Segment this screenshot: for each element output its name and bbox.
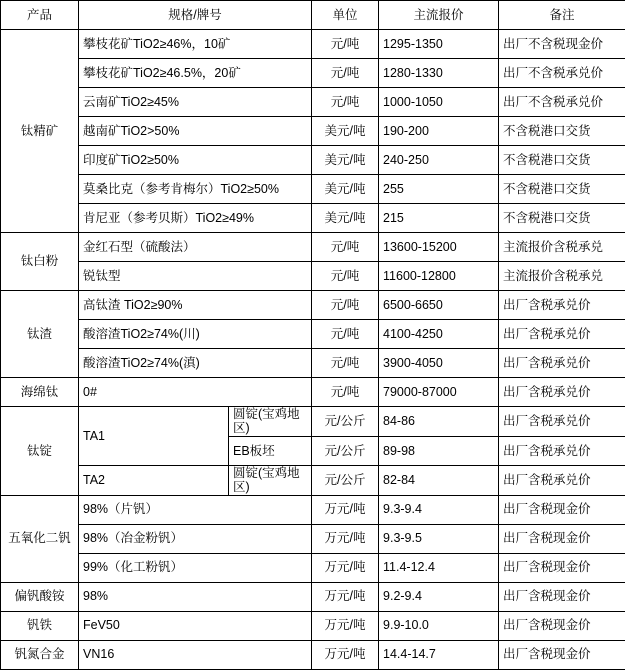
spec-cell: 金红石型（硫酸法） xyxy=(79,233,312,262)
spec-cell: 酸溶渣TiO2≥74%(滇) xyxy=(79,349,312,378)
unit-cell: 万元/吨 xyxy=(312,524,379,553)
unit-cell: 万元/吨 xyxy=(312,611,379,640)
spec-cell: 98%（片钒） xyxy=(79,495,312,524)
price-cell: 9.3-9.5 xyxy=(379,524,499,553)
spec-cell: 0# xyxy=(79,378,312,407)
price-cell: 11.4-12.4 xyxy=(379,553,499,582)
note-cell: 出厂含税承兑价 xyxy=(499,291,625,320)
note-cell: 出厂含税现金价 xyxy=(499,524,625,553)
unit-cell: 元/吨 xyxy=(312,262,379,291)
note-cell: 出厂含税承兑价 xyxy=(499,378,625,407)
note-cell: 出厂含税承兑价 xyxy=(499,407,625,437)
product-category-cell: 钒氮合金 xyxy=(1,640,79,669)
unit-cell: 元/公斤 xyxy=(312,436,379,465)
table-row xyxy=(1,262,625,291)
unit-cell: 元/吨 xyxy=(312,59,379,88)
product-category-cell: 五氧化二钒 xyxy=(1,495,79,582)
table-row xyxy=(1,524,625,553)
table-row xyxy=(1,175,625,204)
table-row xyxy=(1,291,625,320)
spec-cell: 锐钛型 xyxy=(79,262,312,291)
unit-cell: 美元/吨 xyxy=(312,175,379,204)
note-cell: 出厂不含税现金价 xyxy=(499,30,625,59)
price-cell: 13600-15200 xyxy=(379,233,499,262)
unit-cell: 元/公斤 xyxy=(312,465,379,495)
note-cell: 不含税港口交货 xyxy=(499,204,625,233)
table-row xyxy=(1,146,625,175)
column-header-spec: 规格/牌号 xyxy=(79,1,312,30)
product-category-cell: 钛锭 xyxy=(1,407,79,496)
unit-cell: 美元/吨 xyxy=(312,146,379,175)
price-cell: 1295-1350 xyxy=(379,30,499,59)
price-cell: 9.2-9.4 xyxy=(379,582,499,611)
table-row xyxy=(1,582,625,611)
note-cell: 出厂含税现金价 xyxy=(499,582,625,611)
unit-cell: 元/吨 xyxy=(312,233,379,262)
table-row xyxy=(1,117,625,146)
product-category-cell: 海绵钛 xyxy=(1,378,79,407)
product-category-cell: 偏钒酸铵 xyxy=(1,582,79,611)
note-cell: 不含税港口交货 xyxy=(499,175,625,204)
table-row xyxy=(1,465,625,495)
unit-cell: 万元/吨 xyxy=(312,553,379,582)
note-cell: 出厂含税承兑价 xyxy=(499,436,625,465)
unit-cell: 元/吨 xyxy=(312,30,379,59)
price-cell: 9.3-9.4 xyxy=(379,495,499,524)
table-row xyxy=(1,59,625,88)
price-cell: 82-84 xyxy=(379,465,499,495)
spec-cell: 圆锭(宝鸡地区) xyxy=(229,465,312,495)
table-row xyxy=(1,378,625,407)
product-category-cell: 钛精矿 xyxy=(1,30,79,233)
spec-cell: 肯尼亚（参考贝斯）TiO2≥49% xyxy=(79,204,312,233)
price-cell: 11600-12800 xyxy=(379,262,499,291)
table-row xyxy=(1,30,625,59)
table-body xyxy=(1,30,625,670)
column-header-product: 产品 xyxy=(1,1,79,30)
price-cell: 3900-4050 xyxy=(379,349,499,378)
spec-cell: 98%（冶金粉钒） xyxy=(79,524,312,553)
spec-cell: VN16 xyxy=(79,640,312,669)
grade-cell: TA1 xyxy=(79,407,229,466)
spec-cell: 酸溶渣TiO2≥74%(川) xyxy=(79,320,312,349)
table-row xyxy=(1,495,625,524)
spec-cell: 越南矿TiO2>50% xyxy=(79,117,312,146)
note-cell: 出厂含税现金价 xyxy=(499,495,625,524)
note-cell: 出厂含税承兑价 xyxy=(499,465,625,495)
spec-cell: 攀枝花矿TiO2≥46.5%，20矿 xyxy=(79,59,312,88)
table-row xyxy=(1,407,625,437)
note-cell: 出厂含税现金价 xyxy=(499,553,625,582)
table-header-row xyxy=(1,1,625,30)
price-cell: 89-98 xyxy=(379,436,499,465)
table-row xyxy=(1,204,625,233)
spec-cell: 莫桑比克（参考肯梅尔）TiO2≥50% xyxy=(79,175,312,204)
grade-cell: TA2 xyxy=(79,465,229,495)
unit-cell: 美元/吨 xyxy=(312,204,379,233)
note-cell: 出厂含税承兑价 xyxy=(499,320,625,349)
product-category-cell: 钛白粉 xyxy=(1,233,79,291)
spec-cell: 圆锭(宝鸡地区) xyxy=(229,407,312,437)
table-row xyxy=(1,611,625,640)
spec-cell: 99%（化工粉钒） xyxy=(79,553,312,582)
note-cell: 出厂含税承兑价 xyxy=(499,349,625,378)
note-cell: 出厂含税现金价 xyxy=(499,611,625,640)
unit-cell: 元/吨 xyxy=(312,349,379,378)
unit-cell: 万元/吨 xyxy=(312,582,379,611)
unit-cell: 元/公斤 xyxy=(312,407,379,437)
price-cell: 190-200 xyxy=(379,117,499,146)
price-cell: 84-86 xyxy=(379,407,499,437)
product-category-cell: 钛渣 xyxy=(1,291,79,378)
price-cell: 14.4-14.7 xyxy=(379,640,499,669)
price-cell: 4100-4250 xyxy=(379,320,499,349)
note-cell: 出厂不含税承兑价 xyxy=(499,59,625,88)
price-cell: 1000-1050 xyxy=(379,88,499,117)
table-row xyxy=(1,233,625,262)
note-cell: 不含税港口交货 xyxy=(499,146,625,175)
table-header xyxy=(1,1,625,30)
spec-cell: 高钛渣 TiO2≥90% xyxy=(79,291,312,320)
spec-cell: 云南矿TiO2≥45% xyxy=(79,88,312,117)
column-header-price: 主流报价 xyxy=(379,1,499,30)
note-cell: 出厂不含税承兑价 xyxy=(499,88,625,117)
price-cell: 255 xyxy=(379,175,499,204)
price-cell: 9.9-10.0 xyxy=(379,611,499,640)
note-cell: 出厂含税现金价 xyxy=(499,640,625,669)
spec-cell: 98% xyxy=(79,582,312,611)
note-cell: 不含税港口交货 xyxy=(499,117,625,146)
spec-cell: EB板坯 xyxy=(229,436,312,465)
product-category-cell: 钒铁 xyxy=(1,611,79,640)
table-row xyxy=(1,88,625,117)
unit-cell: 元/吨 xyxy=(312,378,379,407)
price-cell: 6500-6650 xyxy=(379,291,499,320)
unit-cell: 万元/吨 xyxy=(312,640,379,669)
note-cell: 主流报价含税承兑 xyxy=(499,233,625,262)
column-header-unit: 单位 xyxy=(312,1,379,30)
unit-cell: 元/吨 xyxy=(312,88,379,117)
price-cell: 1280-1330 xyxy=(379,59,499,88)
table-row xyxy=(1,320,625,349)
table-row xyxy=(1,553,625,582)
column-header-note: 备注 xyxy=(499,1,625,30)
spec-cell: 攀枝花矿TiO2≥46%，10矿 xyxy=(79,30,312,59)
unit-cell: 元/吨 xyxy=(312,291,379,320)
spec-cell: 印度矿TiO2≥50% xyxy=(79,146,312,175)
note-cell: 主流报价含税承兑 xyxy=(499,262,625,291)
spec-cell: FeV50 xyxy=(79,611,312,640)
unit-cell: 美元/吨 xyxy=(312,117,379,146)
price-cell: 215 xyxy=(379,204,499,233)
table-row xyxy=(1,640,625,669)
unit-cell: 元/吨 xyxy=(312,320,379,349)
table-row xyxy=(1,349,625,378)
price-cell: 240-250 xyxy=(379,146,499,175)
price-cell: 79000-87000 xyxy=(379,378,499,407)
unit-cell: 万元/吨 xyxy=(312,495,379,524)
